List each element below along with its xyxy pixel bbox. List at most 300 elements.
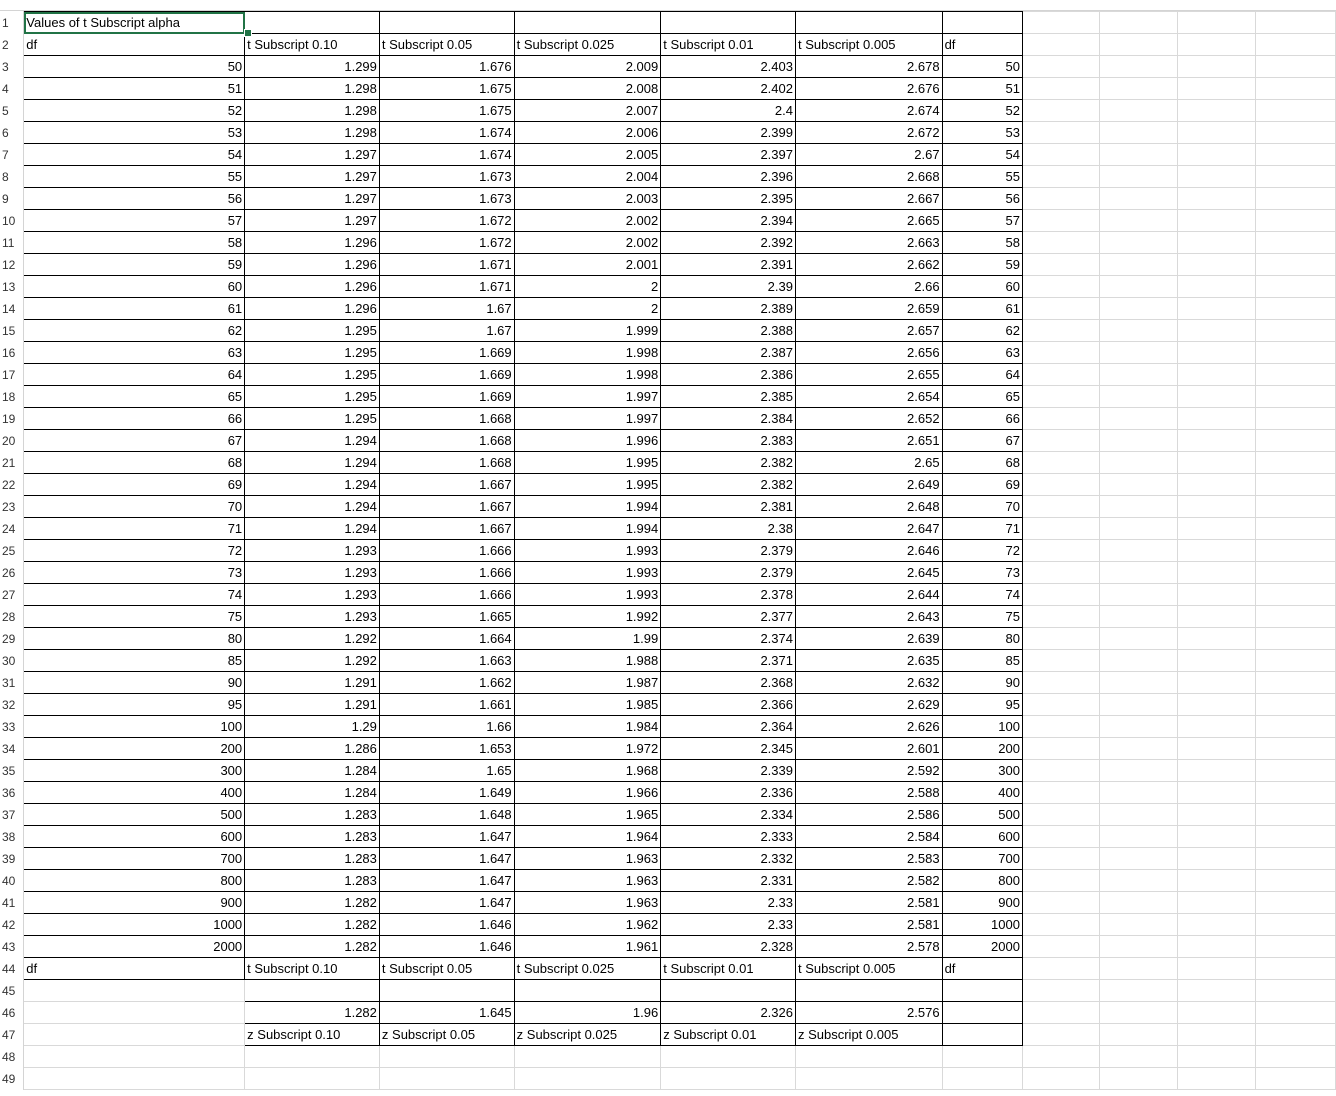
- cell[interactable]: 1.294: [245, 452, 380, 474]
- cell[interactable]: 2.644: [795, 584, 942, 606]
- row-header[interactable]: 2: [0, 34, 24, 56]
- cell[interactable]: [1178, 562, 1256, 584]
- cell[interactable]: 2.626: [795, 716, 942, 738]
- cell[interactable]: [1255, 34, 1335, 56]
- cell[interactable]: [379, 1068, 514, 1090]
- cell[interactable]: 68: [942, 452, 1022, 474]
- cell[interactable]: 67: [942, 430, 1022, 452]
- cell[interactable]: 2.378: [661, 584, 796, 606]
- cell[interactable]: 54: [942, 144, 1022, 166]
- cell[interactable]: 1.985: [514, 694, 661, 716]
- cell[interactable]: [1022, 78, 1100, 100]
- cell[interactable]: [1022, 980, 1100, 1002]
- cell[interactable]: [1100, 914, 1178, 936]
- cell[interactable]: 2.674: [795, 100, 942, 122]
- cell[interactable]: [1022, 210, 1100, 232]
- cell[interactable]: [1178, 320, 1256, 342]
- cell[interactable]: 1.668: [379, 452, 514, 474]
- cell[interactable]: [1100, 166, 1178, 188]
- cell[interactable]: [1178, 408, 1256, 430]
- cell[interactable]: 1.296: [245, 232, 380, 254]
- cell[interactable]: [1255, 144, 1335, 166]
- cell[interactable]: 1.999: [514, 320, 661, 342]
- cell[interactable]: z Subscript 0.005: [795, 1024, 942, 1046]
- cell[interactable]: [1022, 584, 1100, 606]
- cell[interactable]: 2.381: [661, 496, 796, 518]
- cell[interactable]: 1.295: [245, 408, 380, 430]
- cell[interactable]: [1255, 562, 1335, 584]
- cell[interactable]: 1.664: [379, 628, 514, 650]
- cell[interactable]: 1.99: [514, 628, 661, 650]
- cell[interactable]: 2.391: [661, 254, 796, 276]
- cell[interactable]: [1100, 782, 1178, 804]
- cell[interactable]: 68: [24, 452, 245, 474]
- cell[interactable]: [1178, 474, 1256, 496]
- cell[interactable]: 2.395: [661, 188, 796, 210]
- cell[interactable]: 1.993: [514, 584, 661, 606]
- cell[interactable]: 2.386: [661, 364, 796, 386]
- cell[interactable]: 1.297: [245, 166, 380, 188]
- cell[interactable]: 2.403: [661, 56, 796, 78]
- cell[interactable]: [1100, 540, 1178, 562]
- cell[interactable]: [1255, 518, 1335, 540]
- row-header[interactable]: 6: [0, 122, 24, 144]
- cell[interactable]: [1255, 540, 1335, 562]
- cell[interactable]: 61: [942, 298, 1022, 320]
- cell[interactable]: [1100, 78, 1178, 100]
- cell[interactable]: 2.33: [661, 914, 796, 936]
- cell[interactable]: [1255, 320, 1335, 342]
- cell[interactable]: [1100, 12, 1178, 34]
- cell[interactable]: [1255, 672, 1335, 694]
- cell[interactable]: [1255, 276, 1335, 298]
- cell[interactable]: [1255, 122, 1335, 144]
- row-header[interactable]: 16: [0, 342, 24, 364]
- cell[interactable]: 1.294: [245, 474, 380, 496]
- cell[interactable]: t Subscript 0.025: [514, 958, 661, 980]
- cell[interactable]: 1.653: [379, 738, 514, 760]
- cell[interactable]: 57: [24, 210, 245, 232]
- cell[interactable]: 1.661: [379, 694, 514, 716]
- cell[interactable]: 2.67: [795, 144, 942, 166]
- row-header[interactable]: 36: [0, 782, 24, 804]
- cell[interactable]: [1255, 386, 1335, 408]
- cell[interactable]: [1255, 188, 1335, 210]
- cell[interactable]: [379, 1046, 514, 1068]
- cell[interactable]: 85: [24, 650, 245, 672]
- cell[interactable]: t Subscript 0.10: [245, 34, 380, 56]
- cell[interactable]: [1255, 56, 1335, 78]
- cell[interactable]: df: [24, 34, 245, 56]
- cell[interactable]: [1255, 78, 1335, 100]
- cell[interactable]: [1022, 342, 1100, 364]
- cell[interactable]: [1022, 232, 1100, 254]
- cell[interactable]: 700: [24, 848, 245, 870]
- row-header[interactable]: 49: [0, 1068, 24, 1090]
- cell[interactable]: 1.667: [379, 518, 514, 540]
- cell[interactable]: [1100, 804, 1178, 826]
- cell[interactable]: 1.995: [514, 474, 661, 496]
- cell[interactable]: [1022, 100, 1100, 122]
- cell[interactable]: z Subscript 0.01: [661, 1024, 796, 1046]
- cell[interactable]: 1.647: [379, 870, 514, 892]
- cell[interactable]: 2.396: [661, 166, 796, 188]
- cell[interactable]: [245, 12, 380, 34]
- cell[interactable]: 70: [942, 496, 1022, 518]
- cell[interactable]: [1255, 980, 1335, 1002]
- cell[interactable]: [1100, 694, 1178, 716]
- cell[interactable]: [24, 1046, 245, 1068]
- cell[interactable]: 2.581: [795, 892, 942, 914]
- cell[interactable]: 59: [24, 254, 245, 276]
- cell[interactable]: [1255, 848, 1335, 870]
- cell[interactable]: [1100, 870, 1178, 892]
- cell[interactable]: [1178, 100, 1256, 122]
- row-header[interactable]: 27: [0, 584, 24, 606]
- row-header[interactable]: 45: [0, 980, 24, 1002]
- cell[interactable]: 2.387: [661, 342, 796, 364]
- cell[interactable]: 2: [514, 276, 661, 298]
- cell[interactable]: 61: [24, 298, 245, 320]
- cell[interactable]: 55: [942, 166, 1022, 188]
- cell[interactable]: 2.003: [514, 188, 661, 210]
- row-header[interactable]: 20: [0, 430, 24, 452]
- cell[interactable]: 1.296: [245, 254, 380, 276]
- cell[interactable]: 300: [24, 760, 245, 782]
- cell[interactable]: 2.33: [661, 892, 796, 914]
- cell[interactable]: [1178, 760, 1256, 782]
- cell[interactable]: [1100, 144, 1178, 166]
- cell[interactable]: 1.998: [514, 342, 661, 364]
- cell[interactable]: [1178, 1024, 1256, 1046]
- cell[interactable]: [1022, 386, 1100, 408]
- cell[interactable]: z Subscript 0.025: [514, 1024, 661, 1046]
- cell[interactable]: 2.656: [795, 342, 942, 364]
- cell[interactable]: 2.007: [514, 100, 661, 122]
- cell[interactable]: 1.666: [379, 540, 514, 562]
- cell[interactable]: [795, 980, 942, 1002]
- cell[interactable]: [1022, 892, 1100, 914]
- cell[interactable]: t Subscript 0.01: [661, 958, 796, 980]
- row-header[interactable]: 11: [0, 232, 24, 254]
- cell[interactable]: [1255, 1068, 1335, 1090]
- cell[interactable]: [1255, 430, 1335, 452]
- cell[interactable]: 1.966: [514, 782, 661, 804]
- cell[interactable]: 1.647: [379, 892, 514, 914]
- cell[interactable]: 1.67: [379, 298, 514, 320]
- cell[interactable]: [1100, 34, 1178, 56]
- cell[interactable]: [1178, 1046, 1256, 1068]
- row-header[interactable]: 33: [0, 716, 24, 738]
- cell[interactable]: [1100, 1024, 1178, 1046]
- cell[interactable]: [1022, 562, 1100, 584]
- row-header[interactable]: 9: [0, 188, 24, 210]
- cell[interactable]: 1.647: [379, 848, 514, 870]
- cell[interactable]: [1255, 100, 1335, 122]
- cell[interactable]: 1.284: [245, 760, 380, 782]
- cell[interactable]: 1.645: [379, 1002, 514, 1024]
- cell[interactable]: 2.662: [795, 254, 942, 276]
- cell[interactable]: 1.671: [379, 276, 514, 298]
- cell[interactable]: 80: [942, 628, 1022, 650]
- cell[interactable]: 1.282: [245, 936, 380, 958]
- cell[interactable]: 2.643: [795, 606, 942, 628]
- cell[interactable]: [1178, 276, 1256, 298]
- cell[interactable]: [1022, 694, 1100, 716]
- spreadsheet-grid[interactable]: [0, 11, 1336, 1090]
- cell[interactable]: [942, 1002, 1022, 1024]
- cell[interactable]: [1178, 144, 1256, 166]
- cell[interactable]: 1.646: [379, 936, 514, 958]
- cell[interactable]: [1100, 342, 1178, 364]
- cell[interactable]: [1255, 738, 1335, 760]
- row-header[interactable]: 40: [0, 870, 24, 892]
- cell[interactable]: [1022, 320, 1100, 342]
- cell[interactable]: 85: [942, 650, 1022, 672]
- cell[interactable]: 1.282: [245, 914, 380, 936]
- cell[interactable]: [1022, 936, 1100, 958]
- cell[interactable]: 1.291: [245, 672, 380, 694]
- cell[interactable]: [1178, 166, 1256, 188]
- cell[interactable]: [1255, 826, 1335, 848]
- row-header[interactable]: 23: [0, 496, 24, 518]
- cell[interactable]: [1022, 826, 1100, 848]
- cell[interactable]: [1022, 430, 1100, 452]
- cell[interactable]: 63: [24, 342, 245, 364]
- cell[interactable]: t Subscript 0.05: [379, 958, 514, 980]
- cell[interactable]: t Subscript 0.01: [661, 34, 796, 56]
- cell[interactable]: 2.678: [795, 56, 942, 78]
- cell[interactable]: [1255, 364, 1335, 386]
- cell[interactable]: 2.582: [795, 870, 942, 892]
- cell[interactable]: 400: [942, 782, 1022, 804]
- cell[interactable]: 1.666: [379, 562, 514, 584]
- cell[interactable]: [1100, 452, 1178, 474]
- cell[interactable]: [514, 12, 661, 34]
- cell[interactable]: 2.388: [661, 320, 796, 342]
- cell[interactable]: 1.292: [245, 628, 380, 650]
- cell[interactable]: [1100, 122, 1178, 144]
- cell[interactable]: 1.293: [245, 584, 380, 606]
- cell[interactable]: 57: [942, 210, 1022, 232]
- cell[interactable]: [1178, 892, 1256, 914]
- cell[interactable]: [1255, 166, 1335, 188]
- row-header[interactable]: 41: [0, 892, 24, 914]
- cell[interactable]: [1022, 870, 1100, 892]
- cell[interactable]: 1.662: [379, 672, 514, 694]
- cell[interactable]: 2.377: [661, 606, 796, 628]
- cell[interactable]: [514, 980, 661, 1002]
- cell[interactable]: 2.4: [661, 100, 796, 122]
- row-header[interactable]: 19: [0, 408, 24, 430]
- cell[interactable]: [1255, 1002, 1335, 1024]
- cell[interactable]: 1.292: [245, 650, 380, 672]
- cell[interactable]: [1178, 628, 1256, 650]
- row-header[interactable]: 1: [0, 12, 24, 34]
- cell[interactable]: [1178, 364, 1256, 386]
- cell[interactable]: 1.997: [514, 408, 661, 430]
- cell[interactable]: 1.672: [379, 232, 514, 254]
- cell[interactable]: [795, 12, 942, 34]
- cell[interactable]: [1100, 298, 1178, 320]
- cell[interactable]: 2.655: [795, 364, 942, 386]
- cell[interactable]: 2.382: [661, 452, 796, 474]
- cell[interactable]: [942, 12, 1022, 34]
- cell[interactable]: [661, 1068, 796, 1090]
- cell[interactable]: 1.283: [245, 826, 380, 848]
- cell[interactable]: 2.583: [795, 848, 942, 870]
- cell[interactable]: [1100, 562, 1178, 584]
- cell[interactable]: 90: [942, 672, 1022, 694]
- cell[interactable]: [1255, 342, 1335, 364]
- row-header[interactable]: 28: [0, 606, 24, 628]
- cell[interactable]: [1100, 958, 1178, 980]
- cell[interactable]: 1.672: [379, 210, 514, 232]
- cell[interactable]: [795, 1068, 942, 1090]
- cell[interactable]: [1100, 848, 1178, 870]
- row-header[interactable]: 3: [0, 56, 24, 78]
- cell[interactable]: 70: [24, 496, 245, 518]
- cell[interactable]: [1255, 958, 1335, 980]
- cell[interactable]: [1178, 232, 1256, 254]
- cell[interactable]: 1.993: [514, 540, 661, 562]
- cell[interactable]: 2.392: [661, 232, 796, 254]
- row-header[interactable]: 4: [0, 78, 24, 100]
- cell[interactable]: [1022, 276, 1100, 298]
- cell[interactable]: [1022, 166, 1100, 188]
- cell[interactable]: 2.333: [661, 826, 796, 848]
- cell[interactable]: z Subscript 0.10: [245, 1024, 380, 1046]
- cell[interactable]: [1178, 672, 1256, 694]
- cell[interactable]: [1178, 694, 1256, 716]
- cell[interactable]: 1.286: [245, 738, 380, 760]
- cell[interactable]: 1.663: [379, 650, 514, 672]
- cell[interactable]: 1.282: [245, 1002, 380, 1024]
- cell[interactable]: [1178, 210, 1256, 232]
- cell[interactable]: [1178, 1068, 1256, 1090]
- cell[interactable]: t Subscript 0.05: [379, 34, 514, 56]
- cell[interactable]: 64: [942, 364, 1022, 386]
- cell[interactable]: [1022, 254, 1100, 276]
- row-header[interactable]: 35: [0, 760, 24, 782]
- cell[interactable]: 51: [942, 78, 1022, 100]
- cell[interactable]: 1.992: [514, 606, 661, 628]
- cell[interactable]: 1.666: [379, 584, 514, 606]
- cell[interactable]: 1.997: [514, 386, 661, 408]
- cell[interactable]: 50: [24, 56, 245, 78]
- cell[interactable]: 2.001: [514, 254, 661, 276]
- cell[interactable]: [1100, 232, 1178, 254]
- row-header[interactable]: 47: [0, 1024, 24, 1046]
- cell[interactable]: [1178, 452, 1256, 474]
- cell[interactable]: 74: [942, 584, 1022, 606]
- cell[interactable]: [245, 1068, 380, 1090]
- cell[interactable]: 1.671: [379, 254, 514, 276]
- cell[interactable]: 1.29: [245, 716, 380, 738]
- cell[interactable]: 1.67: [379, 320, 514, 342]
- cell[interactable]: 2.592: [795, 760, 942, 782]
- cell[interactable]: 1.993: [514, 562, 661, 584]
- cell[interactable]: 60: [24, 276, 245, 298]
- cell[interactable]: 1.987: [514, 672, 661, 694]
- cell[interactable]: 1.673: [379, 188, 514, 210]
- cell[interactable]: [1178, 870, 1256, 892]
- cell[interactable]: 2.402: [661, 78, 796, 100]
- cell[interactable]: 2.368: [661, 672, 796, 694]
- cell[interactable]: 1000: [24, 914, 245, 936]
- cell[interactable]: 2.364: [661, 716, 796, 738]
- cell[interactable]: [1178, 716, 1256, 738]
- cell[interactable]: [1022, 452, 1100, 474]
- cell[interactable]: [1255, 782, 1335, 804]
- cell[interactable]: 2.382: [661, 474, 796, 496]
- cell[interactable]: [942, 980, 1022, 1002]
- cell[interactable]: 2.005: [514, 144, 661, 166]
- cell[interactable]: [1178, 650, 1256, 672]
- cell[interactable]: 72: [24, 540, 245, 562]
- cell[interactable]: [1255, 474, 1335, 496]
- cell[interactable]: [661, 1046, 796, 1068]
- cell[interactable]: 2.646: [795, 540, 942, 562]
- cell[interactable]: 2.379: [661, 540, 796, 562]
- cell[interactable]: [1178, 254, 1256, 276]
- cell[interactable]: 1.996: [514, 430, 661, 452]
- cell[interactable]: 72: [942, 540, 1022, 562]
- cell[interactable]: 1.295: [245, 342, 380, 364]
- cell[interactable]: 2.584: [795, 826, 942, 848]
- cell[interactable]: 1.298: [245, 122, 380, 144]
- cell[interactable]: [1100, 188, 1178, 210]
- cell[interactable]: 74: [24, 584, 245, 606]
- cell[interactable]: 1.665: [379, 606, 514, 628]
- cell[interactable]: 95: [942, 694, 1022, 716]
- cell[interactable]: [1100, 408, 1178, 430]
- cell[interactable]: 1.998: [514, 364, 661, 386]
- row-header[interactable]: 7: [0, 144, 24, 166]
- row-header[interactable]: 15: [0, 320, 24, 342]
- cell[interactable]: 1.673: [379, 166, 514, 188]
- cell[interactable]: [1178, 1002, 1256, 1024]
- cell[interactable]: 1.994: [514, 496, 661, 518]
- cell[interactable]: [1022, 628, 1100, 650]
- cell[interactable]: 2.394: [661, 210, 796, 232]
- cell[interactable]: [1022, 540, 1100, 562]
- cell[interactable]: [1255, 1024, 1335, 1046]
- cell[interactable]: 2.328: [661, 936, 796, 958]
- cell[interactable]: 1.295: [245, 386, 380, 408]
- cell[interactable]: 1.293: [245, 540, 380, 562]
- cell[interactable]: 65: [942, 386, 1022, 408]
- cell[interactable]: [1100, 892, 1178, 914]
- cell[interactable]: [1022, 1024, 1100, 1046]
- cell[interactable]: 100: [942, 716, 1022, 738]
- cell[interactable]: [1255, 1046, 1335, 1068]
- cell[interactable]: 2.578: [795, 936, 942, 958]
- cell[interactable]: [514, 1046, 661, 1068]
- cell[interactable]: [1255, 232, 1335, 254]
- cell[interactable]: 1.96: [514, 1002, 661, 1024]
- cell[interactable]: [1022, 650, 1100, 672]
- row-header[interactable]: 31: [0, 672, 24, 694]
- cell[interactable]: 900: [942, 892, 1022, 914]
- row-header[interactable]: 5: [0, 100, 24, 122]
- cell[interactable]: 1.994: [514, 518, 661, 540]
- cell[interactable]: 400: [24, 782, 245, 804]
- cell[interactable]: [1178, 34, 1256, 56]
- cell[interactable]: [245, 1046, 380, 1068]
- cell[interactable]: 2.672: [795, 122, 942, 144]
- cell[interactable]: 1.675: [379, 78, 514, 100]
